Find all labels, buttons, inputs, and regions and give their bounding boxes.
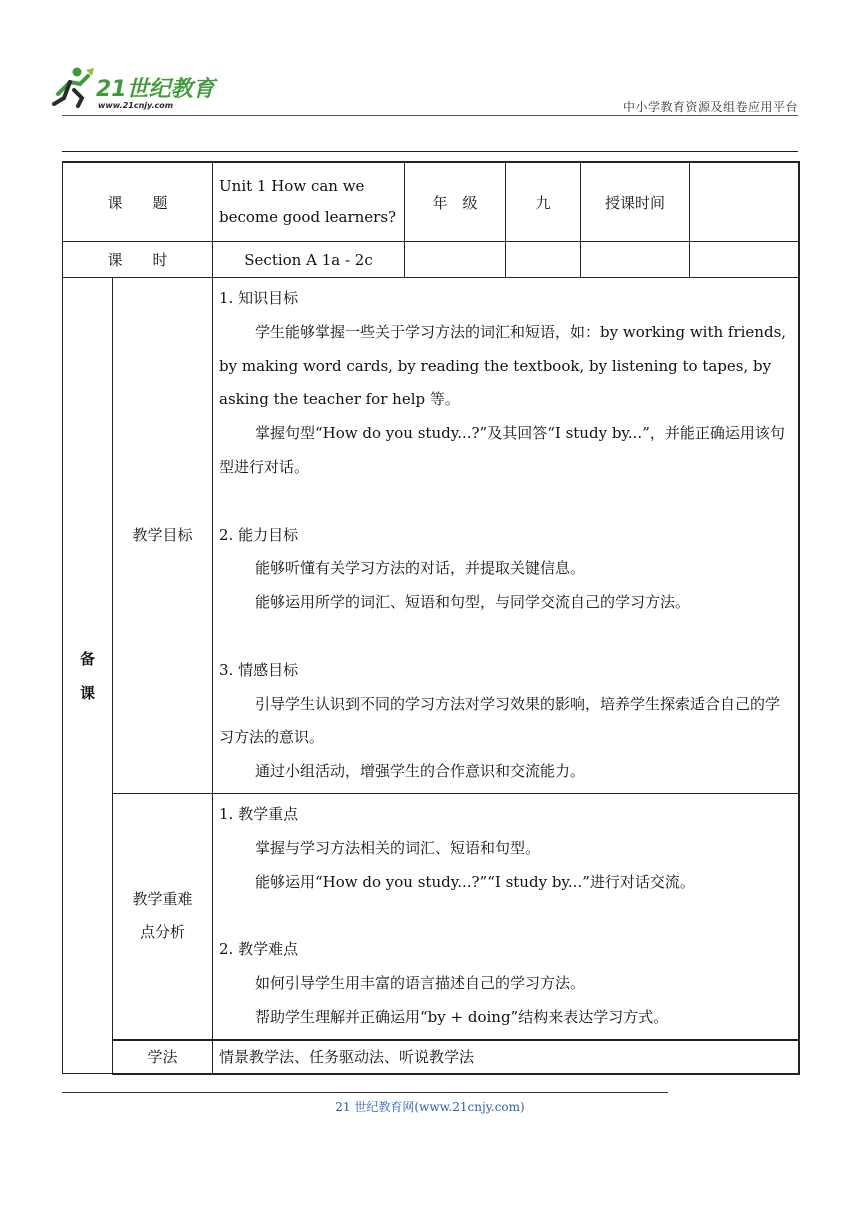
goal-paragraph: 引导学生认识到不同的学习方法对学习效果的影响，培养学生探索适合自己的学习方法的意识。 (219, 694, 781, 747)
goal-heading-ability: 2. 能力目标 (219, 525, 299, 544)
key-points-label (113, 793, 213, 1039)
footer-divider (62, 1092, 668, 1093)
period-value: Section A 1a - 2c (213, 242, 405, 278)
key-paragraph: 如何引导学生用丰富的语言描述自己的学习方法。 (255, 973, 586, 992)
grade-label: 年 级 (405, 162, 506, 242)
logo-text: 21世纪教育 (96, 77, 215, 102)
empty-cell (506, 242, 581, 278)
footer-text[interactable]: 21 世纪教育网(www.21cnjy.com) (335, 1100, 525, 1114)
site-logo (50, 64, 230, 112)
lesson-plan-table (62, 161, 800, 1075)
topic-value: Unit 1 How can we become good learners? (213, 162, 405, 242)
goal-paragraph: 通过小组活动，增强学生的合作意识和交流能力。 (255, 762, 586, 781)
goal-paragraph: 能够运用所学的词汇、短语和句型，与同学交流自己的学习方法。 (255, 593, 691, 612)
key-paragraph: 帮助学生理解并正确运用“by + doing”结构来表达学习方式。 (255, 1007, 669, 1026)
goal-paragraph: 掌握句型“How do you study...?”及其回答“I study by...”，并能正确运用该句型进行对话。 (219, 424, 785, 476)
teaching-goals-label: 教学目标 (113, 278, 213, 794)
topic-label: 课 题 (63, 162, 213, 242)
goal-paragraph: 学生能够掌握一些关于学习方法的词汇和短语，如：by working with friends, by making word cards, by reading the textbook, by listening to tapes, by asking the teacher for help 等。 (219, 322, 787, 409)
key-heading-focus: 1. 教学重点 (219, 804, 299, 823)
empty-cell (690, 242, 799, 278)
class-time-value (690, 162, 799, 242)
table-top-divider (62, 151, 798, 152)
key-points-label-line-2: 点分析 (140, 923, 186, 942)
goal-paragraph: 能够听懂有关学习方法的对话，并提取关键信息。 (255, 559, 586, 578)
goal-heading-emotion: 3. 情感目标 (219, 660, 299, 679)
empty-cell (581, 242, 690, 278)
empty-cell (405, 242, 506, 278)
period-label: 课 时 (63, 242, 213, 278)
header-divider (62, 115, 798, 116)
lesson-prep-label (63, 278, 113, 1074)
lesson-prep-char-1: 备 (79, 649, 95, 668)
class-time-label: 授课时间 (581, 162, 690, 242)
study-method-label: 学法 (113, 1040, 213, 1074)
study-method-value: 情景教学法、任务驱动法、听说教学法 (213, 1040, 799, 1074)
key-paragraph: 能够运用“How do you study...?”“I study by...”进行对话交流。 (255, 872, 695, 891)
key-points-label-line-1: 教学重难 (132, 890, 193, 909)
grade-value: 九 (506, 162, 581, 242)
key-heading-difficulty: 2. 教学难点 (219, 940, 299, 959)
runner-icon (54, 68, 94, 107)
goal-heading-knowledge: 1. 知识目标 (219, 289, 299, 307)
teaching-goals-content (213, 278, 799, 794)
site-tagline: 中小学教育资源及组卷应用平台 (622, 100, 798, 114)
lesson-prep-char-2: 课 (79, 683, 95, 702)
key-points-content (213, 793, 799, 1039)
logo-url: www.21cnjy.com (98, 101, 174, 110)
key-paragraph: 掌握与学习方法相关的词汇、短语和句型。 (255, 838, 541, 857)
